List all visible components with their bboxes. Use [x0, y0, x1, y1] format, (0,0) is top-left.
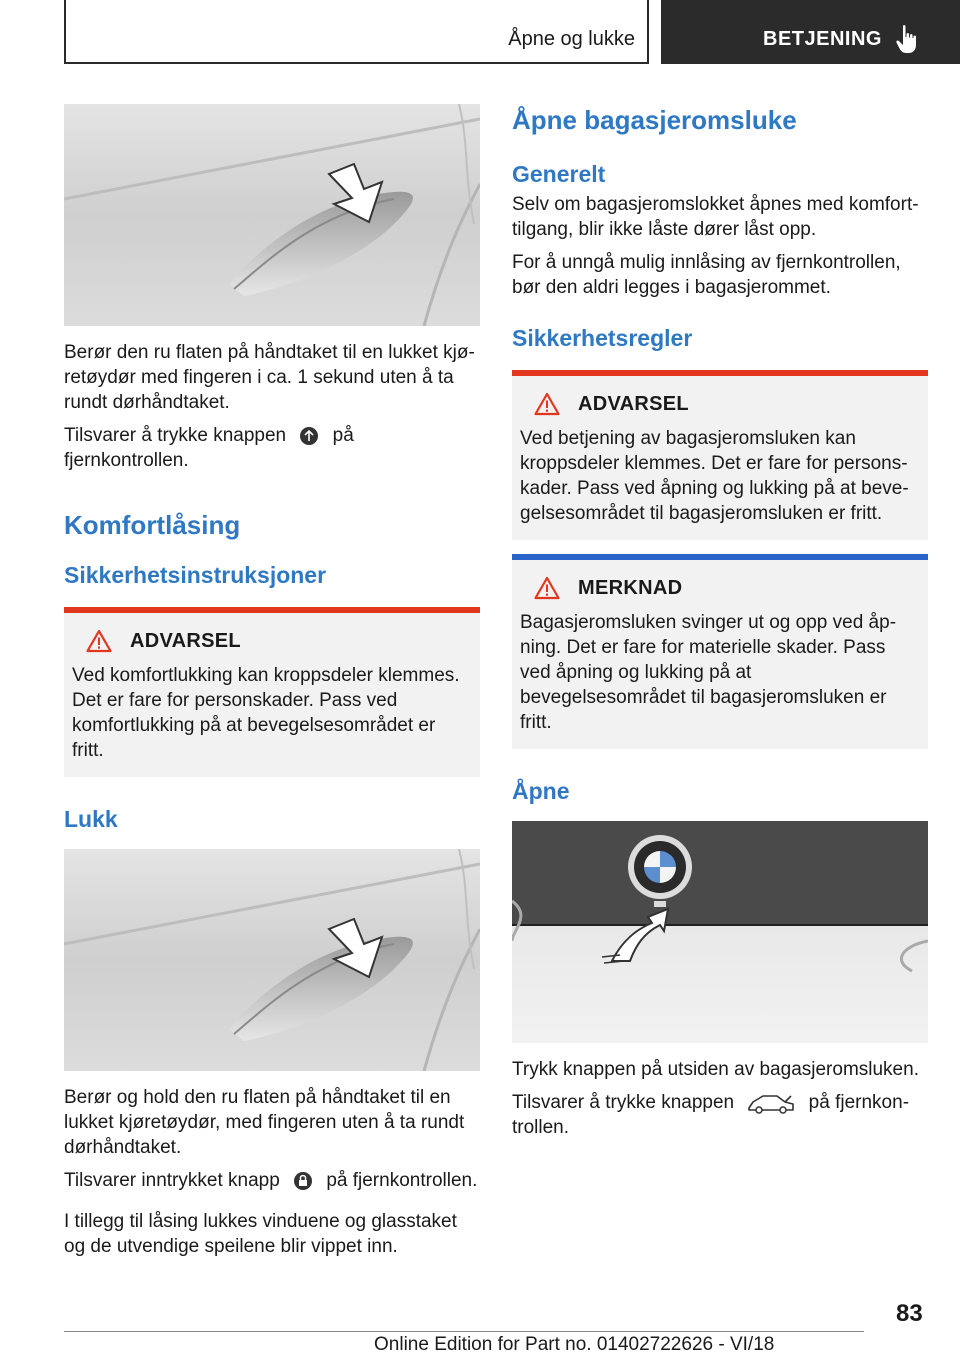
comfort-lock-heading: Komfortlåsing: [64, 510, 241, 540]
general-paragraph-1: Selv om bagasjeromslokket åpnes med komforttilgang, blir ikke låste dører låst opp.: [512, 194, 919, 240]
close-instruction: Berør og hold den ru flaten på håndtaket til en lukket kjøretøydør, med fingeren uten å ta rundt dørhåndtaket.: [64, 1087, 465, 1158]
note-triangle-icon: [534, 576, 560, 600]
general-heading: Generelt: [512, 161, 606, 187]
close-extra-info: I tillegg til låsing lukkes vinduene og glasstaket og de utvendige speilene blir vippet inn.: [64, 1211, 457, 1257]
warning-box-trunk: [512, 370, 928, 540]
safety-rules-heading: Sikkerhetsregler: [512, 325, 693, 351]
right-column: [512, 104, 928, 1140]
warning-text: Ved komfortlukking kan kroppsdeler klemmes. Det er fare for personskader. Pass ved komfortlukking på at bevegelsesområdet er fritt.: [72, 665, 460, 761]
warning-text: Ved betjening av bagasjeromsluken kan kroppsdeler klemmes. Det er fare for personskader. Pass ved åpning og lukking på at bevegelsesområdet til bagasjeromsluken er fritt.: [520, 428, 909, 524]
left-column: [64, 104, 480, 1259]
door-handle-photo-lock: [64, 849, 480, 1071]
trunk-open-heading: Åpne bagasjeromsluke: [512, 105, 797, 135]
remote-unlock-button-icon: [299, 426, 319, 446]
footer-divider: [64, 1331, 864, 1332]
remote-lock-button-icon: [293, 1171, 313, 1191]
open-instruction: Trykk knappen på utsiden av bagasjeromsluken.: [512, 1059, 919, 1080]
close-heading: Lukk: [64, 806, 118, 832]
car-trunk-icon: [747, 1092, 795, 1114]
note-label: MERKNAD: [578, 576, 683, 599]
warning-label: ADVARSEL: [130, 629, 241, 652]
warning-triangle-icon: [86, 629, 112, 653]
warning-label: ADVARSEL: [578, 392, 689, 415]
close-remote-line: Tilsvarer inntrykket knapp på fjernkontrollen.: [64, 1170, 478, 1191]
warning-triangle-icon: [534, 392, 560, 416]
footer-edition: Online Edition for Part no. 01402722626 - VI/18: [374, 1334, 775, 1355]
safety-instructions-heading: Sikkerhetsinstruksjoner: [64, 562, 327, 588]
open-heading: Åpne: [512, 778, 570, 804]
trunk-button-photo: [512, 821, 928, 1043]
unlock-remote-line: Tilsvarer å trykke knappen på fjernkontrollen.: [64, 425, 354, 471]
door-handle-photo-unlock: [64, 104, 480, 326]
note-box-trunk: [512, 554, 928, 749]
general-paragraph-2: For å unngå mulig innlåsing av fjernkontrollen, bør den aldri legges i bagasjerommet.: [512, 252, 901, 298]
unlock-instruction: Berør den ru flaten på håndtaket til en lukket kjøretøydør med fingeren i ca. 1 sekund uten å ta rundt dørhåndtaket.: [64, 342, 475, 413]
header-section-title: Åpne og lukke: [508, 28, 635, 50]
warning-box-comfort: [64, 607, 480, 777]
note-text: Bagasjeromsluken svinger ut og opp ved åpning. Det er fare for materielle skader. Pass ved åpning og lukking på at bevegelsesområdet til bagasjeromsluken er fritt.: [520, 612, 897, 733]
pointing-hand-icon: [895, 24, 919, 54]
page-number: 83: [896, 1300, 923, 1327]
open-remote-line: Tilsvarer å trykke knappen på fjernkontrollen.: [512, 1092, 910, 1138]
header-chapter-tab: [661, 0, 960, 64]
header-chapter-title: BETJENING: [763, 28, 882, 50]
